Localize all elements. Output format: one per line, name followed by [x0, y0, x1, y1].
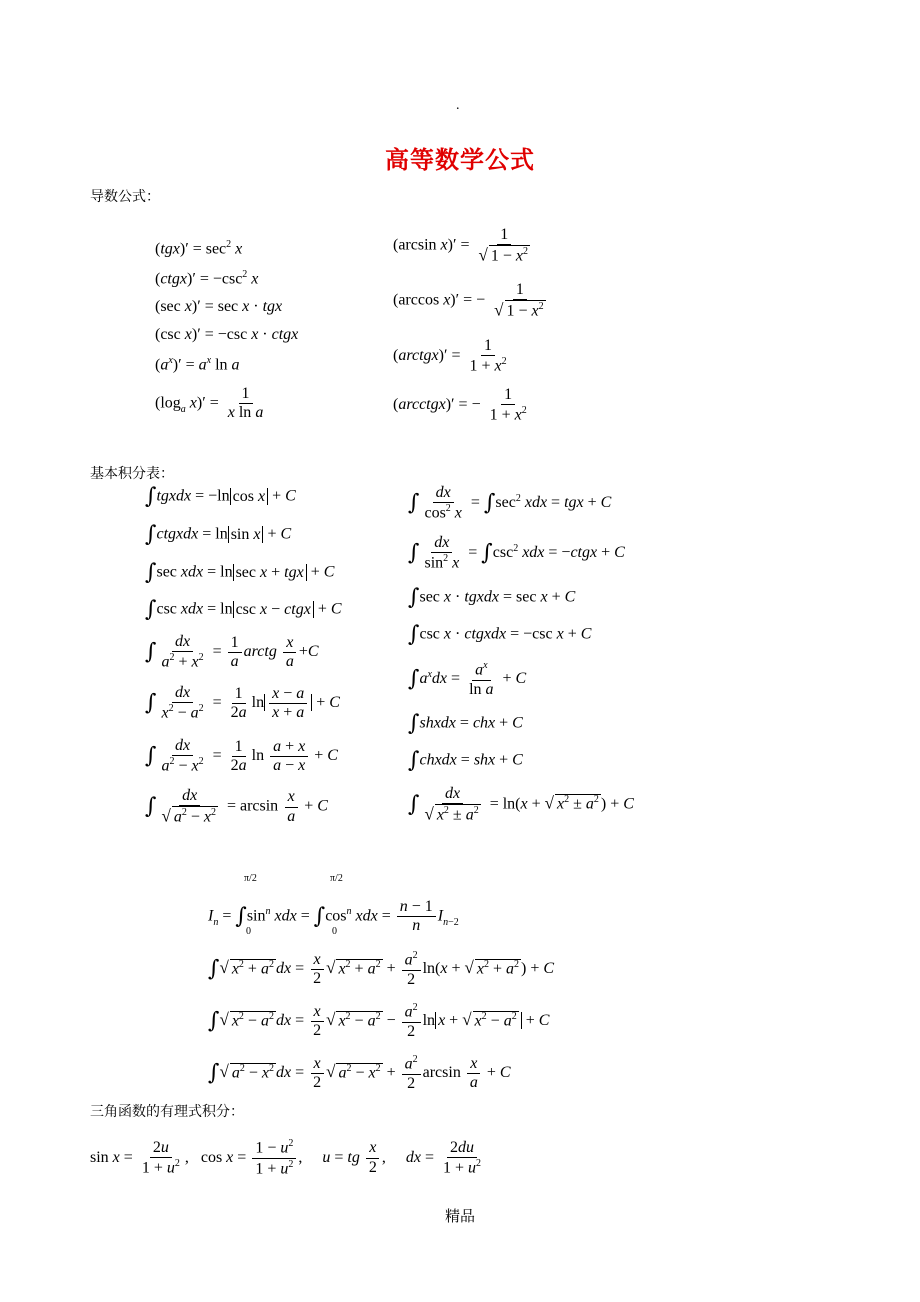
- formula-sqrt-x2pa2: ∫√ $x^2 + a^2$ dx = $\frac{x}{2}$ √ $x^2 + a^2$ + $\frac{a^2}{2}$ ln(x + √ $x^2 + a^2$ ) + C: [208, 950, 555, 988]
- formula-sqrt-a2mx2: ∫√ $a^2 - x^2$ dx = $\frac{x}{2}$ √ $a^2 - x^2$ + $\frac{a^2}{2}$ arcsin $\frac{x}{a}$ + C: [208, 1054, 511, 1092]
- footer-label: 精品: [444, 1207, 475, 1225]
- formula-d-exp: $(a^x)' = a^x$ ln a: [155, 355, 240, 374]
- formula-i-tg: ∫tgxdx = −ln cos x + C: [145, 484, 296, 509]
- formula-i-csc: ∫csc xdx = ln csc x − ctgx + C: [145, 597, 342, 622]
- page-title: 高等数学公式: [385, 146, 535, 174]
- limit-lower-2: 0: [332, 926, 337, 937]
- formula-i-ctg: ∫ctgxdx = ln sin x + C: [145, 522, 292, 547]
- limit-upper-1: π/2: [244, 873, 257, 884]
- formula-i-sin2: ∫ $\frac{dx}{\sin^2 x}$ = $\int\csc^2$ xdx = −ctgx + C: [408, 534, 625, 572]
- formula-i-sectg: ∫sec x · tgxdx = sec x + C: [408, 585, 576, 610]
- formula-sqrt-x2ma2: ∫√ $x^2 - a^2$ dx = $\frac{x}{2}$ √ $x^2 - a^2$ − $\frac{a^2}{2}$ ln x + √ $x^2 - a^2 + C$: [208, 1002, 550, 1040]
- formula-i-cscctg: ∫csc x · ctgxdx = −csc x + C: [408, 622, 592, 647]
- header-dot: .: [456, 98, 460, 113]
- formula-i-sec: ∫sec xdx = ln sec x + tgx + C: [145, 560, 335, 585]
- formula-d-arcsin: (arcsin x)′ = $\frac{1}{√ 1 - x^2}$: [393, 226, 528, 265]
- formula-i-sqrt-a2mx2: ∫ $\frac{dx}{√ a^2 - x^2}$ = arcsin $\frac{x}{a}$ + C: [145, 787, 328, 826]
- formula-i-cos2: ∫ $\frac{dx}{\cos^2 x}$ = $\int\sec^2$ xdx = tgx + C: [408, 484, 612, 522]
- formula-d-arcctg: (arcctgx)′ = − $\frac{1}{1 + x^2}$: [393, 386, 527, 424]
- formula-d-csc: (csc x)′ = −csc x · ctgx: [155, 326, 299, 343]
- formula-d-log: ($\log_a$ x)′ = $\frac{1}{\text{x ln a}}$: [155, 385, 264, 422]
- limit-lower-1: 0: [246, 926, 251, 937]
- section-trig-rational: 三角函数的有理式积分：: [90, 1104, 244, 1120]
- formula-d-arctg: (arctgx)′ = $\frac{1}{1 + x^2}$: [393, 337, 507, 375]
- formula-d-arccos: (arccos x)′ = − $\frac{1}{√ 1 - x^2}$: [393, 281, 544, 320]
- section-derivatives: 导数公式：: [90, 189, 160, 205]
- formula-i-ch: ∫chxdx = shx + C: [408, 748, 523, 773]
- formula-i-sh: ∫shxdx = chx + C: [408, 711, 523, 736]
- formula-i-a2px2: ∫ $\frac{dx}{a^2 + x^2}$ = $\frac{1}{a}$ arctg $\frac{x}{a}$ +C: [145, 633, 319, 671]
- formula-d-sec: (sec x)′ = sec x · tgx: [155, 298, 283, 315]
- formula-d-ctg: (ctgx)′ = $-\csc^2$ x: [155, 269, 259, 288]
- section-integrals: 基本积分表：: [90, 466, 174, 482]
- formula-d-tg: $(tgx)' = \sec^2 x$: [155, 239, 243, 258]
- formula-In: $I_n = \int\sin^n$ xdx = $\int\cos^n$ xdx = $\frac{n - 1}{n}$ $I_{n-2}$: [208, 898, 459, 935]
- formula-i-sqrt-x2pma2: ∫ $\frac{dx}{√ x^2 \pm a^2}$ = ln(x + √ $x^2 \pm a^2$ ) + C: [408, 785, 634, 824]
- formula-i-ax: $\int a^xdx$ = $\frac{a^x}{\text{ln a}}$ + C: [408, 660, 527, 698]
- formula-i-x2ma2: ∫ $\frac{dx}{x^2 - a^2}$ = $\frac{1}{2a}$ ln $\frac{x - a}{x + a}$ + C: [145, 684, 340, 722]
- formula-substitution: sin x = $\frac{2u}{1 + u^2}$ , cos x = $\frac{1 - u^2}{1 + u^2}$ , u = tg $\frac{x}{2}$ , dx = $\frac{2du}{1 + u^2}$: [90, 1138, 481, 1178]
- limit-upper-2: π/2: [330, 873, 343, 884]
- formula-i-a2mx2: ∫ $\frac{dx}{a^2 - x^2}$ = $\frac{1}{2a}$ ln $\frac{a + x}{a - x}$ + C: [145, 737, 338, 775]
